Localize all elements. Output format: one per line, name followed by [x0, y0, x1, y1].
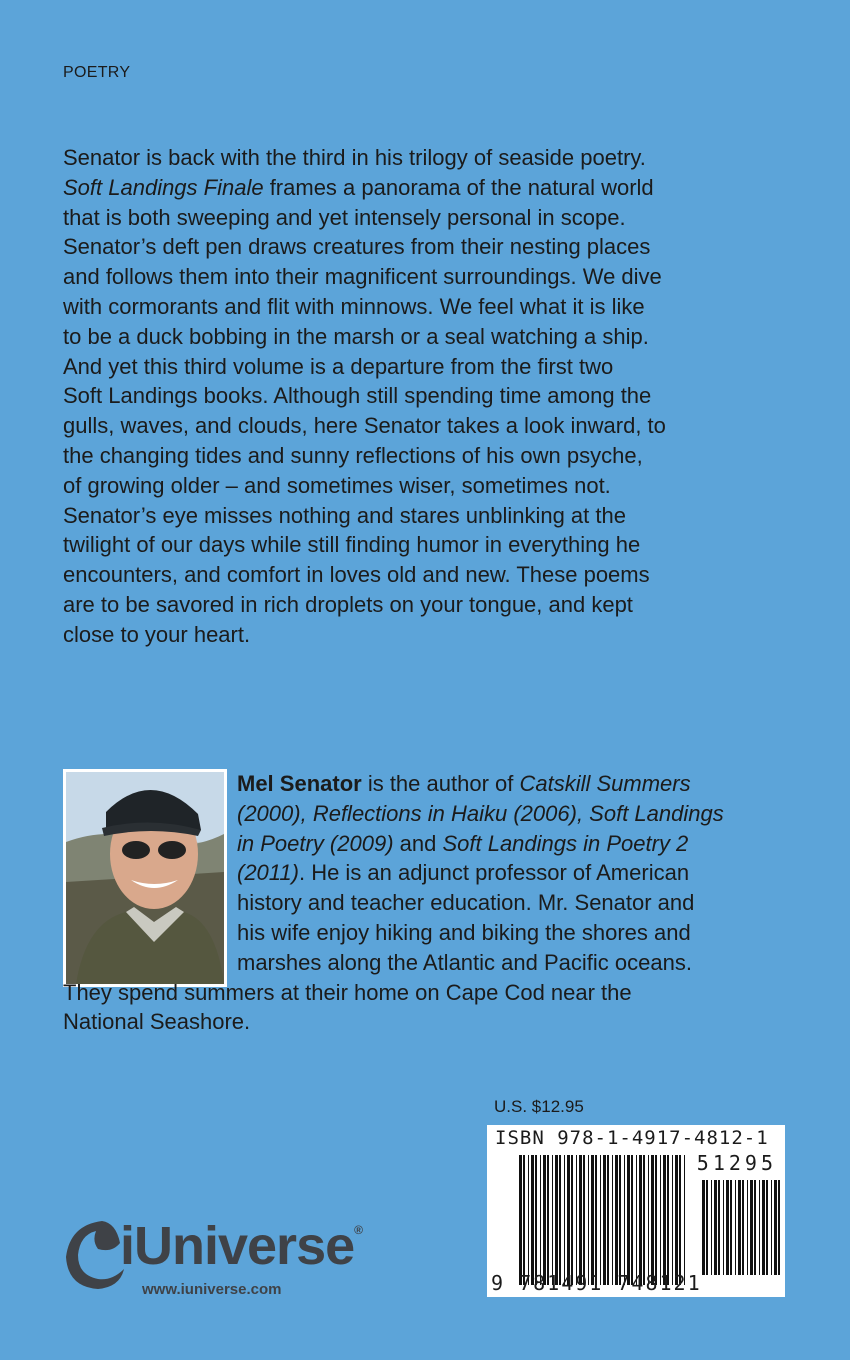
- barcode-bar: [667, 1155, 669, 1285]
- barcode-bar: [600, 1155, 601, 1285]
- barcode-bar: [655, 1155, 657, 1285]
- text-segment: close to your heart.: [63, 621, 251, 647]
- barcode-bar: [730, 1180, 732, 1275]
- barcode-bar: [615, 1155, 618, 1285]
- barcode-bar: [684, 1155, 685, 1285]
- barcode-bar: [591, 1155, 594, 1285]
- text-segment: They spend summers at their home on Cape Cod near the: [63, 979, 632, 1005]
- text-line: [63, 978, 803, 1008]
- barcode-bar: [702, 1180, 705, 1275]
- text-segment: the changing tides and sunny reflections of his own psyche,: [63, 442, 643, 468]
- text-line: [63, 858, 803, 888]
- iuniverse-swirl-icon: [62, 1217, 126, 1291]
- text-line: [63, 292, 666, 322]
- barcode-bar: [651, 1155, 654, 1285]
- text-line: [63, 948, 803, 978]
- barcode-bar: [747, 1180, 748, 1275]
- text-segment: Senator’s eye misses nothing and stares unblinking at the: [63, 502, 626, 528]
- text-line: [63, 501, 666, 531]
- text-segment: to be a duck bobbing in the marsh or a seal watching a ship.: [63, 323, 649, 349]
- barcode-bar: [742, 1180, 744, 1275]
- text-segment: Soft Landings books. Although still spending time among the: [63, 383, 652, 409]
- barcode-bar: [754, 1180, 756, 1275]
- isbn-barcode: [487, 1125, 785, 1297]
- price-addon-code: 51295: [696, 1151, 777, 1175]
- text-line: [63, 799, 803, 829]
- registered-mark: ®: [354, 1223, 362, 1237]
- text-segment: marshes along the Atlantic and Pacific oceans.: [237, 949, 692, 975]
- ean-number: 9 781491 748121: [491, 1271, 702, 1295]
- italic-title: Soft Landings Finale: [63, 174, 264, 200]
- barcode-bar: [619, 1155, 621, 1285]
- barcode-bar: [723, 1180, 724, 1275]
- text-segment: of growing older – and sometimes wiser, sometimes not.: [63, 472, 611, 498]
- barcode-bar: [675, 1155, 678, 1285]
- barcode-bar: [523, 1155, 525, 1285]
- text-segment: . He is an adjunct professor of American: [298, 860, 690, 886]
- text-segment: and follows them into their magnificent surroundings. We dive: [63, 264, 662, 290]
- text-segment: encounters, and comfort in loves old and new. These poems: [63, 562, 650, 588]
- barcode-bar: [663, 1155, 666, 1285]
- text-line: [63, 143, 666, 173]
- barcode-bar: [624, 1155, 625, 1285]
- barcode-bar: [735, 1180, 736, 1275]
- barcode-bar: [759, 1180, 760, 1275]
- publisher-url: www.iuniverse.com: [142, 1281, 282, 1298]
- text-line: [63, 1007, 803, 1037]
- publisher-name-text: iUniverse: [120, 1216, 355, 1276]
- text-line: [63, 173, 666, 203]
- text-line: [63, 262, 666, 292]
- barcode-bar: [567, 1155, 570, 1285]
- barcode-bar: [714, 1180, 717, 1275]
- text-line: [63, 620, 666, 650]
- text-segment: his wife enjoy hiking and biking the shores and: [237, 919, 691, 945]
- text-segment: is the author of: [361, 771, 520, 796]
- barcode-bar: [762, 1180, 765, 1275]
- text-segment: National Seashore.: [63, 1009, 251, 1035]
- barcode-bar: [750, 1180, 753, 1275]
- barcode-bar: [564, 1155, 565, 1285]
- book-description: [63, 143, 666, 650]
- barcode-bar: [576, 1155, 577, 1285]
- barcode-bar: [559, 1155, 561, 1285]
- text-line: [63, 322, 666, 352]
- text-line: [63, 352, 666, 382]
- barcode-bar: [579, 1155, 582, 1285]
- barcode-bar: [672, 1155, 673, 1285]
- italic-title: in Poetry (2009): [237, 830, 394, 856]
- barcode-bar: [706, 1180, 708, 1275]
- barcode-bar: [583, 1155, 585, 1285]
- barcode-bar: [540, 1155, 541, 1285]
- text-segment: that is both sweeping and yet intensely personal in scope.: [63, 204, 626, 230]
- barcode-bar: [627, 1155, 630, 1285]
- barcode-bar: [679, 1155, 681, 1285]
- barcode-bar: [543, 1155, 546, 1285]
- barcode-bar: [528, 1155, 529, 1285]
- author-bio: [63, 769, 803, 1037]
- barcode-bar: [603, 1155, 606, 1285]
- barcode-bar: [612, 1155, 613, 1285]
- text-segment: Senator’s deft pen draws creatures from their nesting places: [63, 234, 651, 260]
- text-line: [63, 888, 803, 918]
- barcode-bar: [766, 1180, 768, 1275]
- italic-title: (2011): [237, 860, 299, 886]
- genre-label: POETRY: [63, 64, 131, 81]
- barcode-bar: [718, 1180, 720, 1275]
- italic-title: Soft Landings in Poetry 2: [442, 830, 689, 856]
- text-segment: Senator is back with the third in his trilogy of seaside poetry.: [63, 145, 646, 170]
- text-line: [63, 590, 666, 620]
- italic-title: (2000), Reflections in Haiku (2006), Soft Landings: [237, 800, 724, 826]
- barcode-bar: [774, 1180, 777, 1275]
- barcode-bar: [660, 1155, 661, 1285]
- barcode-bar: [631, 1155, 633, 1285]
- text-segment: And yet this third volume is a departure from the first two: [63, 353, 614, 379]
- text-line: [63, 829, 803, 859]
- text-line: [63, 232, 666, 262]
- barcode-bar: [552, 1155, 553, 1285]
- barcode-bar: [738, 1180, 741, 1275]
- text-segment: history and teacher education. Mr. Senator and: [237, 890, 695, 916]
- text-segment: are to be savored in rich droplets on your tongue, and kept: [63, 591, 633, 617]
- barcode-bar: [636, 1155, 637, 1285]
- barcode-bar: [778, 1180, 780, 1275]
- barcode-bar: [643, 1155, 645, 1285]
- barcode-bar: [595, 1155, 597, 1285]
- barcode-bar: [711, 1180, 712, 1275]
- author-name: Mel Senator: [237, 771, 362, 796]
- text-segment: with cormorants and flit with minnows. We feel what it is like: [63, 293, 645, 319]
- text-line: [63, 411, 666, 441]
- text-segment: gulls, waves, and clouds, here Senator takes a look inward, to: [63, 413, 666, 439]
- text-segment: and: [393, 830, 443, 856]
- barcode-bar: [588, 1155, 589, 1285]
- barcode-bar: [519, 1155, 522, 1285]
- text-segment: twilight of our days while still finding humor in everything he: [63, 532, 641, 558]
- text-line: [63, 530, 666, 560]
- price: U.S. $12.95: [494, 1097, 584, 1116]
- text-line: [63, 471, 666, 501]
- text-segment: frames a panorama of the natural world: [263, 174, 654, 200]
- barcode-bar: [771, 1180, 772, 1275]
- isbn-text: ISBN 978-1-4917-4812-1: [495, 1127, 769, 1149]
- barcode-bar: [547, 1155, 549, 1285]
- barcode-bar: [571, 1155, 573, 1285]
- text-line: [63, 441, 666, 471]
- barcode-bar: [639, 1155, 642, 1285]
- barcode-bar: [531, 1155, 534, 1285]
- italic-title: Catskill Summers: [519, 771, 691, 796]
- text-line: [63, 918, 803, 948]
- text-line: [63, 769, 803, 799]
- barcode-bar: [726, 1180, 729, 1275]
- text-line: [63, 203, 666, 233]
- barcode-bar: [607, 1155, 609, 1285]
- barcode-bar: [648, 1155, 649, 1285]
- barcode-bar: [535, 1155, 537, 1285]
- publisher-name: [120, 1215, 362, 1277]
- text-line: [63, 560, 666, 590]
- text-line: [63, 381, 666, 411]
- barcode-bar: [555, 1155, 558, 1285]
